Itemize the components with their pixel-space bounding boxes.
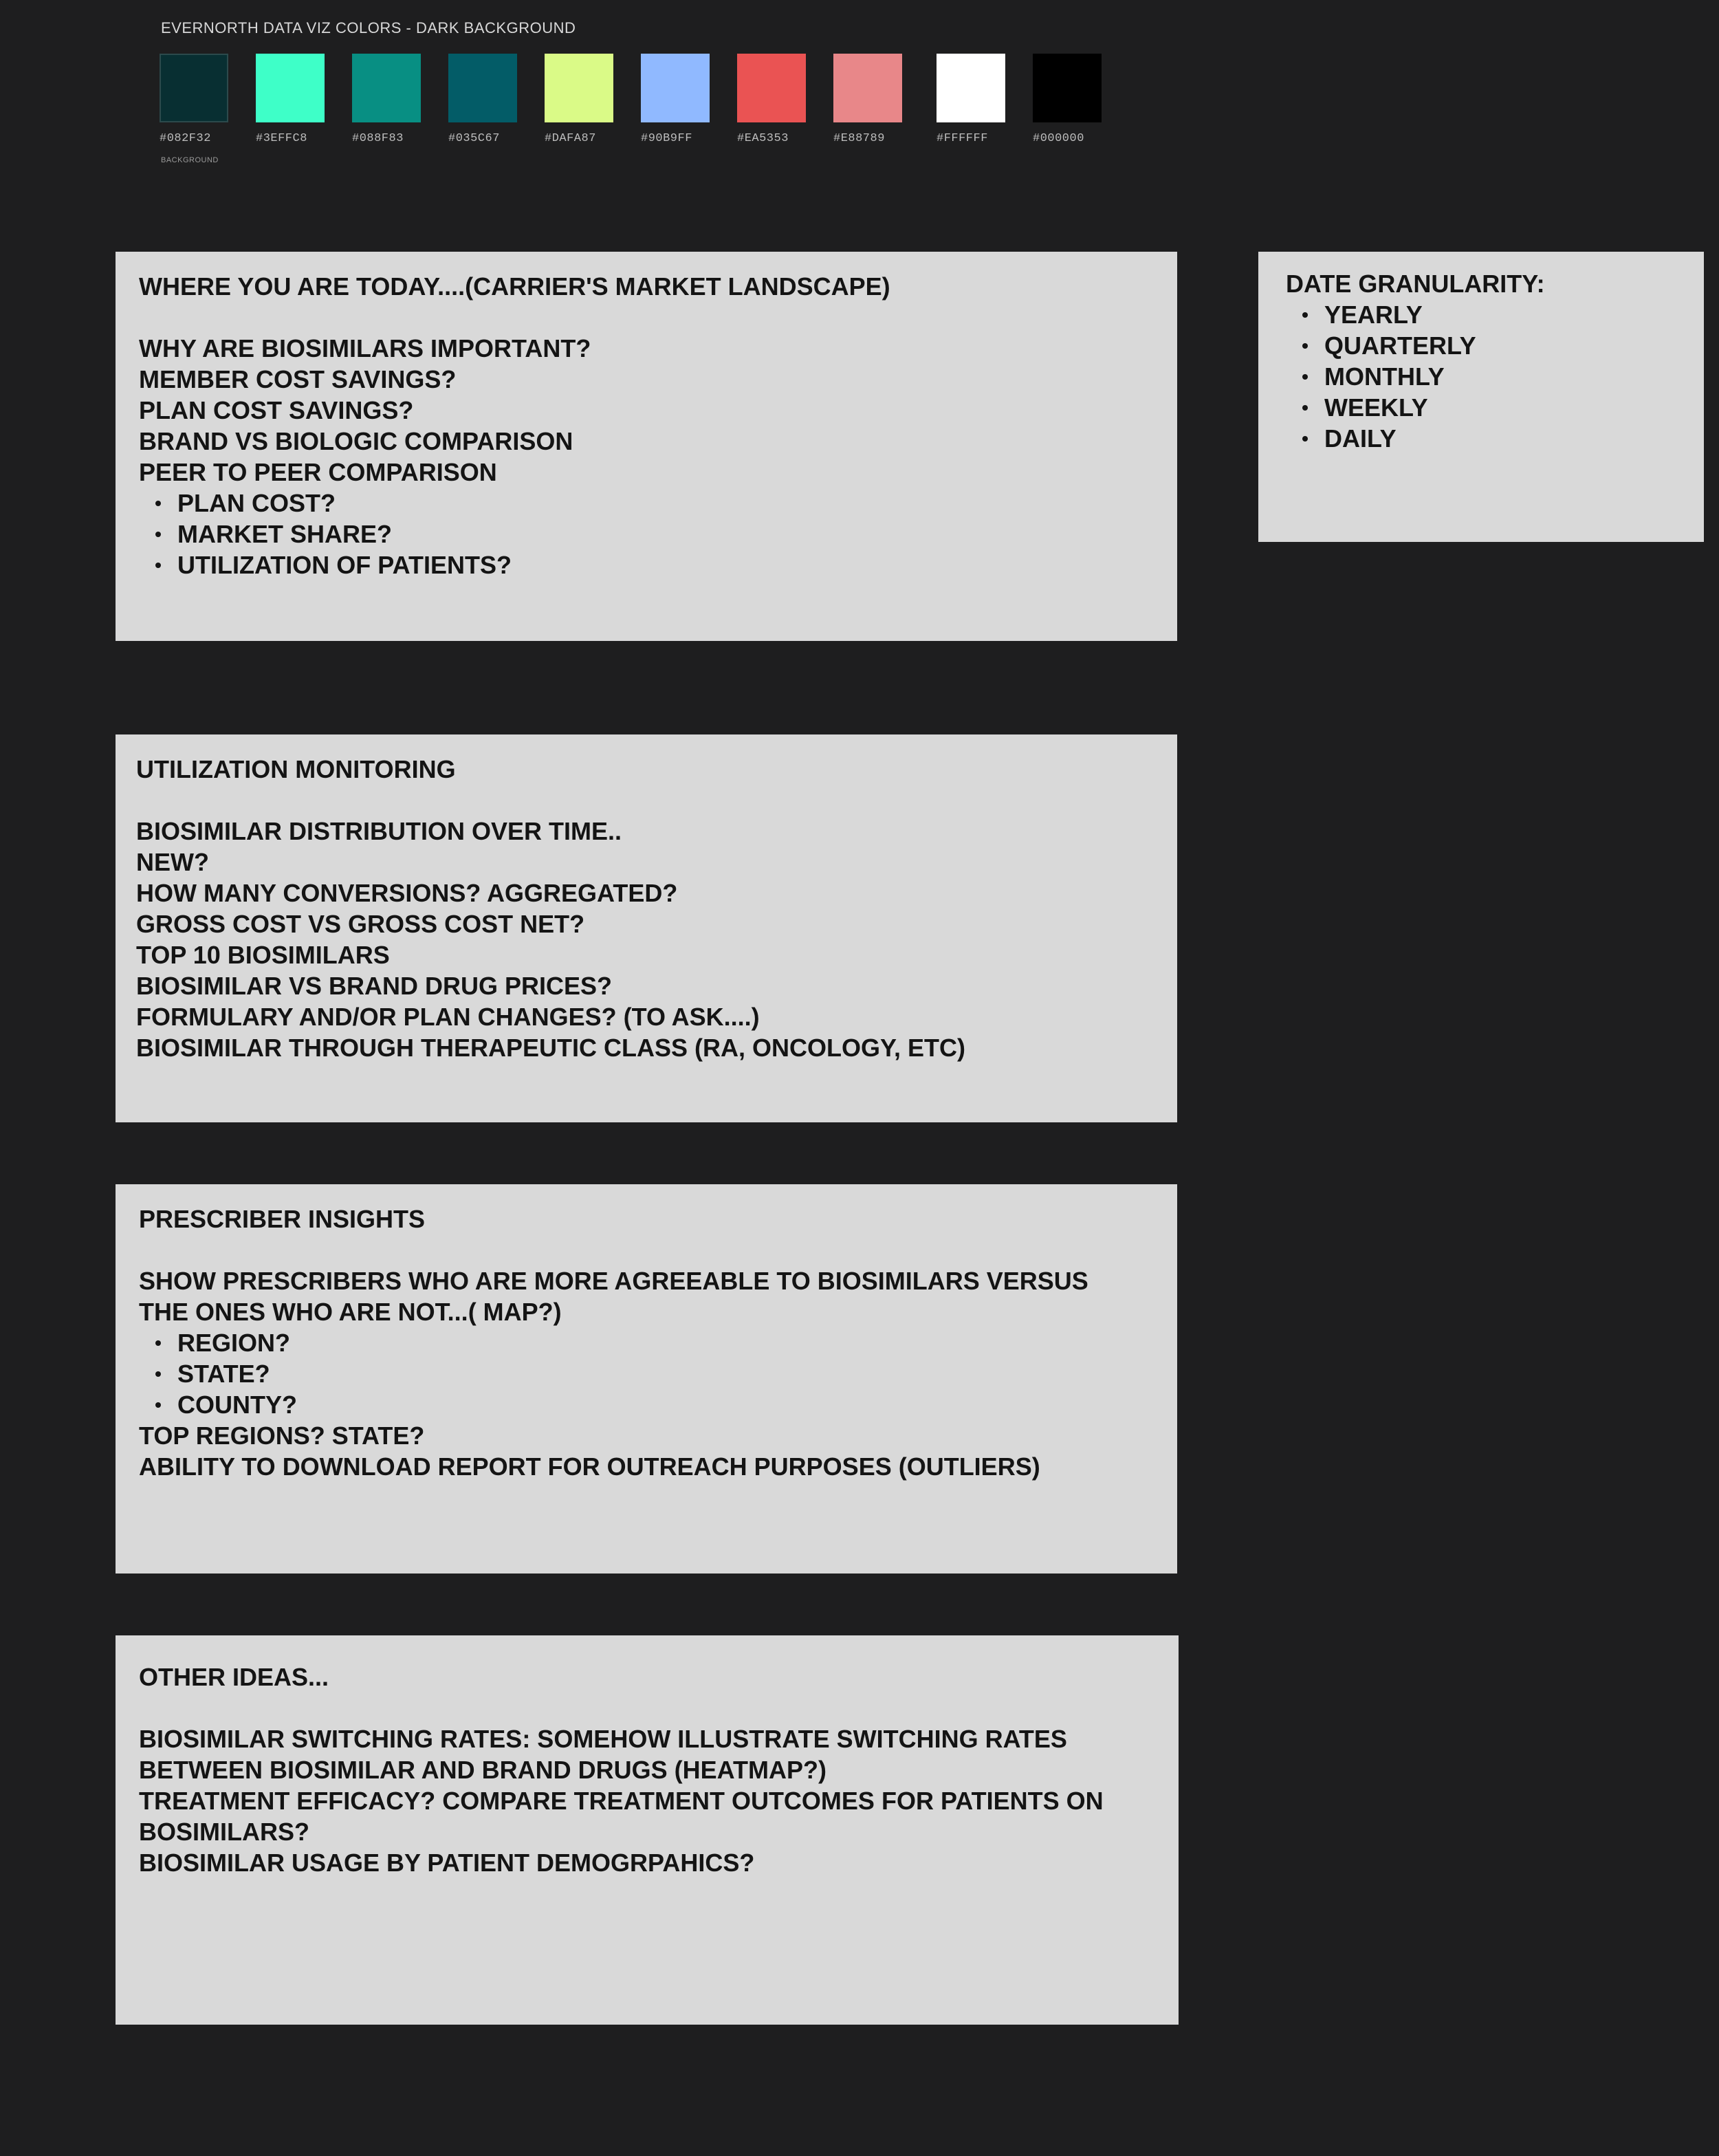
bullet-list [139, 488, 1155, 580]
bullet-item: COUNTY? [155, 1389, 1155, 1420]
swatch-e88789 [833, 54, 902, 122]
swatch-ffffff [937, 54, 1005, 122]
spacer [139, 1234, 1155, 1265]
card-line: BIOSIMILAR DISTRIBUTION OVER TIME.. [136, 817, 622, 845]
card-line: TOP REGIONS? STATE? [139, 1422, 425, 1450]
card-prescriber-insights [116, 1184, 1177, 1574]
swatch-label: #088F83 [352, 132, 404, 145]
spacer [139, 1692, 1157, 1723]
card-line: TREATMENT EFFICACY? COMPARE TREATMENT OUTCOMES FOR PATIENTS ON [139, 1787, 1104, 1815]
swatch-sublabel: BACKGROUND [161, 156, 219, 164]
bullet-item: MARKET SHARE? [155, 519, 1155, 549]
card-date-granularity [1258, 252, 1704, 542]
swatch-label: #90B9FF [641, 132, 692, 145]
bullet-item: PLAN COST? [155, 488, 1155, 519]
swatch-label: #000000 [1033, 132, 1084, 145]
bullet-item: WEEKLY [1302, 392, 1676, 423]
bullet-item: REGION? [155, 1327, 1155, 1358]
swatch-088f83 [352, 54, 421, 122]
card-line: PEER TO PEER COMPARISON [139, 458, 497, 486]
bullet-list [139, 1327, 1155, 1420]
swatch-label: #E88789 [833, 132, 885, 145]
card-line: SHOW PRESCRIBERS WHO ARE MORE AGREEABLE TO BIOSIMILARS VERSUS [139, 1267, 1088, 1295]
bullet-item: UTILIZATION OF PATIENTS? [155, 549, 1155, 580]
swatch-label: #082F32 [160, 132, 211, 145]
card-title: DATE GRANULARITY: [1286, 270, 1545, 298]
card-line: BRAND VS BIOLOGIC COMPARISON [139, 427, 573, 455]
spacer [136, 785, 1155, 816]
card-line: GROSS COST VS GROSS COST NET? [136, 910, 585, 938]
bullet-item: DAILY [1302, 423, 1676, 454]
bullet-item: QUARTERLY [1302, 330, 1676, 361]
swatch-label: #035C67 [448, 132, 500, 145]
swatch-label: #EA5353 [737, 132, 789, 145]
card-utilization-monitoring [116, 734, 1177, 1122]
bullet-item: MONTHLY [1302, 361, 1676, 392]
swatch-082f32 [160, 54, 228, 122]
card-title: PRESCRIBER INSIGHTS [139, 1205, 426, 1233]
card-line: WHY ARE BIOSIMILARS IMPORTANT? [139, 334, 591, 362]
card-line: HOW MANY CONVERSIONS? AGGREGATED? [136, 879, 678, 907]
swatch-000000 [1033, 54, 1102, 122]
card-title: UTILIZATION MONITORING [136, 755, 456, 783]
swatch-label: #DAFA87 [545, 132, 596, 145]
card-title: WHERE YOU ARE TODAY....(CARRIER'S MARKET LANDSCAPE) [139, 272, 890, 301]
swatch-label: #FFFFFF [937, 132, 988, 145]
card-line: PLAN COST SAVINGS? [139, 396, 414, 424]
palette-title: EVERNORTH DATA VIZ COLORS - DARK BACKGROUND [161, 19, 576, 36]
card-title: OTHER IDEAS... [139, 1663, 329, 1691]
bullet-item: YEARLY [1302, 299, 1676, 330]
card-line: ABILITY TO DOWNLOAD REPORT FOR OUTREACH PURPOSES (OUTLIERS) [139, 1452, 1040, 1481]
card-line: TOP 10 BIOSIMILARS [136, 941, 390, 969]
card-other-ideas [116, 1635, 1179, 2025]
card-line: NEW? [136, 848, 209, 876]
spacer [139, 302, 1155, 333]
swatch-label: #3EFFC8 [256, 132, 307, 145]
card-line: MEMBER COST SAVINGS? [139, 365, 457, 393]
swatch-90b9ff [641, 54, 710, 122]
card-line: BETWEEN BIOSIMILAR AND BRAND DRUGS (HEATMAP?) [139, 1756, 826, 1784]
card-line: BIOSIMILAR SWITCHING RATES: SOMEHOW ILLUSTRATE SWITCHING RATES [139, 1725, 1067, 1753]
swatch-dafa87 [545, 54, 613, 122]
card-line: BIOSIMILAR USAGE BY PATIENT DEMOGRPAHICS? [139, 1849, 755, 1877]
bullet-item: STATE? [155, 1358, 1155, 1389]
card-line: BIOSIMILAR THROUGH THERAPEUTIC CLASS (RA, ONCOLOGY, ETC) [136, 1034, 965, 1062]
bullet-list [1286, 299, 1676, 454]
card-line: THE ONES WHO ARE NOT...( MAP?) [139, 1298, 562, 1326]
swatch-035c67 [448, 54, 517, 122]
card-market-landscape [116, 252, 1177, 641]
card-line: BOSIMILARS? [139, 1818, 309, 1846]
swatch-ea5353 [737, 54, 806, 122]
swatch-3effc8 [256, 54, 325, 122]
card-line: FORMULARY AND/OR PLAN CHANGES? (TO ASK....) [136, 1003, 760, 1031]
card-line: BIOSIMILAR VS BRAND DRUG PRICES? [136, 972, 613, 1000]
